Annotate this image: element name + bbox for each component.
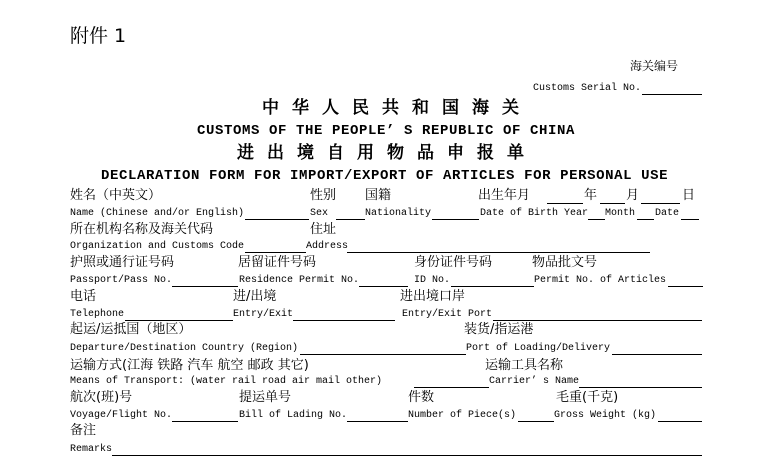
transport-field[interactable] (414, 387, 489, 388)
port-field[interactable] (493, 320, 702, 321)
id-field[interactable] (451, 286, 534, 287)
port-label-cn: 进出境口岸 (400, 289, 466, 304)
departure-label-cn: 起运/运抵国（地区） (70, 322, 192, 337)
carrier-field[interactable] (579, 387, 702, 388)
port-label-en: Entry/Exit Port (402, 309, 493, 320)
dob-date-field[interactable] (681, 219, 699, 220)
dob-year-field[interactable] (588, 219, 605, 220)
serial-field[interactable] (642, 94, 702, 95)
remarks-label-en: Remarks (70, 444, 113, 455)
dob-label-cn: 出生年月 (478, 188, 531, 203)
transport-label-cn: 运输方式(江海 铁路 汽车 航空 邮政 其它) (70, 358, 309, 373)
voyage-field[interactable] (172, 421, 238, 422)
name-label-cn: 姓名（中英文） (70, 188, 162, 203)
name-label-en: Name (Chinese and/or English) (70, 208, 245, 219)
nationality-label-cn: 国籍 (365, 188, 392, 203)
dob-label-en: Date of Birth Year (480, 208, 589, 219)
dob-month-field[interactable] (637, 219, 654, 220)
pieces-field[interactable] (518, 421, 554, 422)
dob-year-field-cn[interactable] (547, 203, 583, 204)
carrier-label-cn: 运输工具名称 (485, 358, 564, 373)
nationality-label-en: Nationality (365, 208, 432, 219)
date-label-en: Date (655, 208, 680, 219)
passport-label-cn: 护照或通行证号码 (70, 255, 175, 270)
residence-field[interactable] (359, 286, 408, 287)
departure-field[interactable] (300, 354, 466, 355)
entry-exit-label-en: Entry/Exit (233, 309, 294, 320)
telephone-label-cn: 电话 (70, 289, 97, 304)
weight-label-cn: 毛重(千克) (556, 390, 619, 405)
weight-field[interactable] (658, 421, 702, 422)
year-label-cn: 年 (584, 188, 598, 203)
departure-label-en: Departure/Destination Country (Region) (70, 343, 299, 354)
loading-label-en: Port of Loading/Delivery (466, 343, 611, 354)
loading-field[interactable] (612, 354, 702, 355)
nationality-field[interactable] (432, 219, 479, 220)
remarks-field[interactable] (112, 455, 702, 456)
residence-label-cn: 居留证件号码 (238, 255, 317, 270)
bill-field[interactable] (347, 421, 408, 422)
org-label-cn: 所在机构名称及海关代码 (70, 222, 214, 237)
carrier-label-en: Carrier’ s Name (489, 376, 580, 387)
permit-field[interactable] (668, 286, 703, 287)
voyage-label-en: Voyage/Flight No. (70, 410, 173, 421)
form-title-cn: 进出境自用物品申报单 (237, 143, 537, 163)
telephone-label-en: Telephone (70, 309, 125, 320)
address-label-en: Address (306, 241, 349, 252)
title-en: CUSTOMS OF THE PEOPLE’ S REPUBLIC OF CHINA (197, 123, 576, 139)
weight-label-en: Gross Weight (kg) (554, 410, 657, 421)
remarks-label-cn: 备注 (70, 423, 97, 438)
sex-label-cn: 性别 (310, 188, 337, 203)
month-label-cn: 月 (626, 188, 640, 203)
entry-exit-field[interactable] (293, 320, 395, 321)
voyage-label-cn: 航次(班)号 (70, 390, 133, 405)
address-label-cn: 住址 (310, 222, 337, 237)
bill-label-en: Bill of Lading No. (239, 410, 348, 421)
address-field[interactable] (347, 252, 650, 253)
serial-label-en: Customs Serial No. (533, 83, 642, 94)
bill-label-cn: 提运单号 (239, 390, 292, 405)
passport-label-en: Passport/Pass No. (70, 275, 173, 286)
title-cn: 中华人民共和国海关 (262, 98, 532, 118)
serial-label-cn: 海关编号 (630, 59, 679, 73)
permit-label-cn: 物品批文号 (532, 255, 598, 270)
org-field[interactable] (245, 252, 306, 253)
form-title-en: DECLARATION FORM FOR IMPORT/EXPORT OF ARTICLES FOR PERSONAL USE (101, 168, 669, 184)
sex-label-en: Sex (310, 208, 329, 219)
dob-day-field-cn[interactable] (641, 203, 680, 204)
id-label-en: ID No. (414, 275, 451, 286)
sex-field[interactable] (336, 219, 365, 220)
entry-exit-label-cn: 进/出境 (233, 289, 277, 304)
loading-label-cn: 装货/指运港 (464, 322, 534, 337)
passport-field[interactable] (172, 286, 238, 287)
dob-month-field-cn[interactable] (600, 203, 625, 204)
attachment-label: 附件 1 (70, 25, 127, 47)
permit-label-en: Permit No. of Articles (534, 275, 667, 286)
transport-label-en: Means of Transport: (water rail road air mail other) (70, 376, 383, 387)
org-label-en: Organization and Customs Code (70, 241, 245, 252)
id-label-cn: 身份证件号码 (414, 255, 493, 270)
pieces-label-en: Number of Piece(s) (408, 410, 517, 421)
month-label-en: Month (605, 208, 636, 219)
pieces-label-cn: 件数 (408, 390, 435, 405)
name-field[interactable] (245, 219, 309, 220)
telephone-field[interactable] (125, 320, 233, 321)
residence-label-en: Residence Permit No. (239, 275, 360, 286)
day-label-cn: 日 (682, 188, 696, 203)
